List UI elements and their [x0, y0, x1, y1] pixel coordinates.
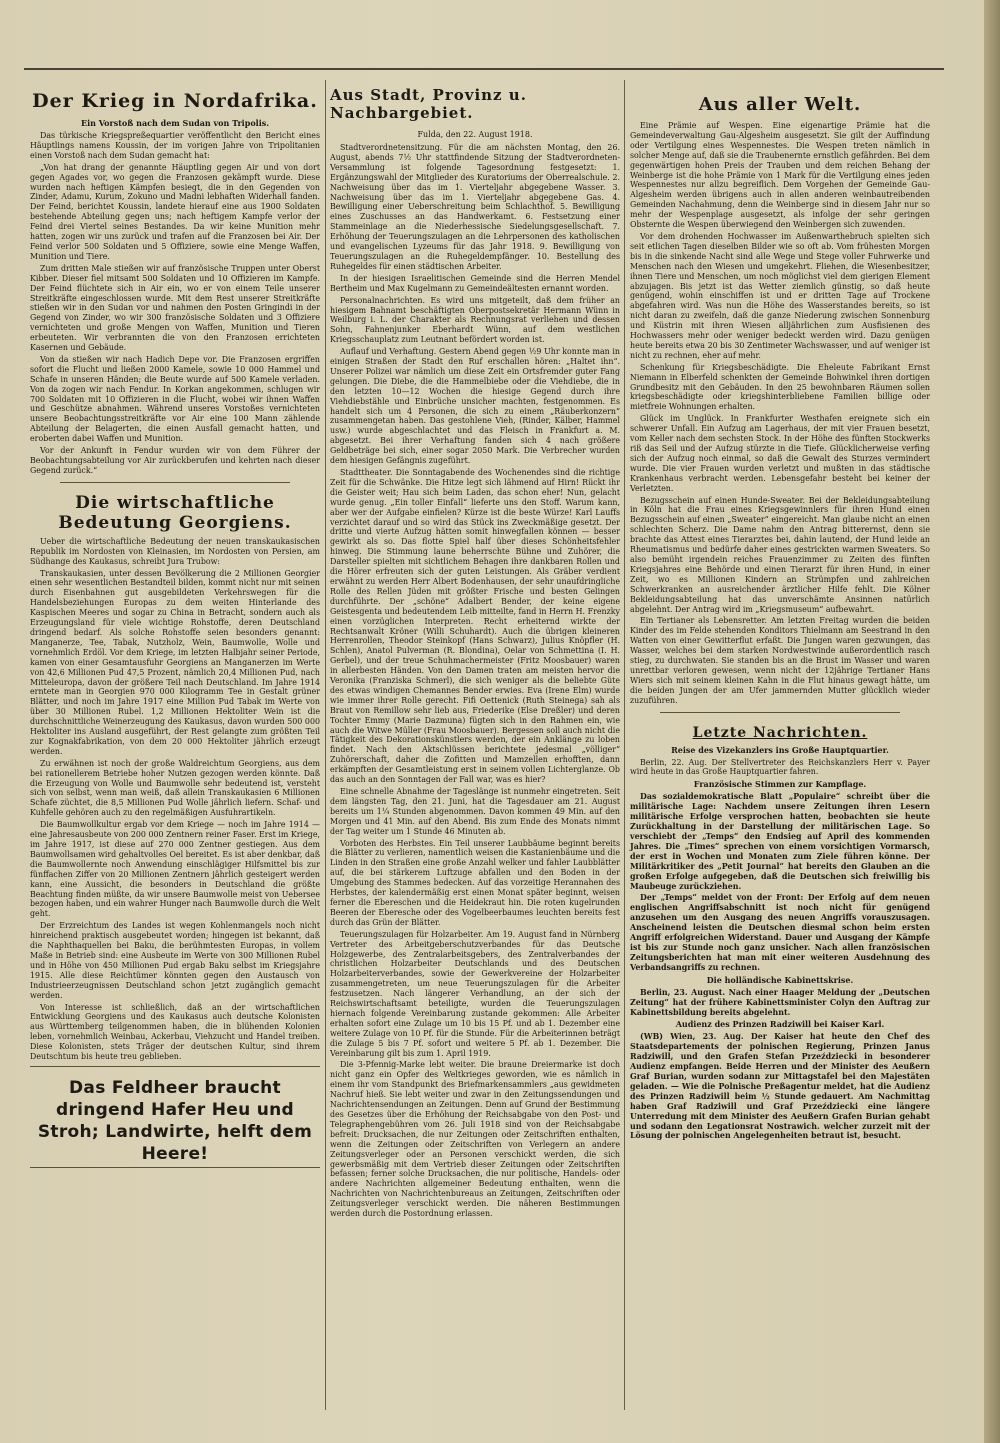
paragraph: Schenkung für Kriegsbeschädigte. Die Eheleute Fabrikant Ernst Niemann in Elberfeld schenkten der Gemeinde Bohwinkel ihren dortigen Grundbesitz mit den Gebäuden. In den 25 bewohnbaren Räumen sollen kriegsbeschädigte oder kriegshinterbliebene Familien billige oder mietfreie Wohnungen erhalten. [630, 362, 930, 412]
subheadline-nordafrika: Ein Vorstoß nach dem Sudan von Tripolis. [80, 118, 270, 128]
news-text: Das sozialdemokratische Blatt „Populaire“ schreibt über die militärische Lage: Nachdem unsere Zeitungen ihren Lesern militärische Erfolge versprochen hatten, beobachten sie heute Zurückhaltung in der Darstellung der militärischen Lage. So verschiebt der „Temps“ den Endsieg auf April des kommenden Jahres. Die „Times“ sprechen von einem vorsichtigen Vormarsch, der erst in Wochen und Monaten zum Ziele führen könne. Der Militärkritiker des „Petit Journal“ hat bereits den Glauben an die großen Erfolge aufgegeben, daß die Deutschen sich freiwillig bis Maubeuge zurückziehen. [630, 792, 930, 891]
paragraph: Eine schnelle Abnahme der Tageslänge ist nunmehr eingetreten. Seit dem längsten Tag, den 21. Juni, hat die Tagesdauer am 21. August bereits um 1¼ Stunden abgenommen. Davon kommen 49 Min. auf den Morgen und 41 Min. auf den Abend. Bis zum Ende des Monats nimmt der Tag weiter um 1 Stunde 46 Minuten ab. [330, 787, 620, 836]
news-text: (WB) Wien, 23. Aug. Der Kaiser hat heute den Chef des Staatsdepartements der polnischen Regierung, Prinzen Janus Radziwill, und den Grafen Stefan Przeździecki in besonderer Audienz empfangen. Beide Herren und der Minister des Aeußern Graf Burian, wurden sodann zur Mittagstafel bei den Majestäten geladen. — Wie die Polnische Preßagentur meldet, hat die Audienz des Prinzen Radziwill beim ½ Stunde gedauert. Am Nachmittag haben Graf Radziwill und Graf Przeździecki eine längere Unterredung mit dem Minister des Aeußern Grafen Burian gehabt und sodann den Legationsrat Nostrawich. welcher zurzeit mit der Lösung der polnischen Angelegenheiten betraut ist, besucht. [630, 1032, 930, 1141]
news-text: Der „Temps“ meldet von der Front: Der Erfolg auf dem neuen englischen Angriffsabschnitt ist noch nicht für genügend anzusehen um den Ausgang des neuen Angriffs vorauszusagen. Anscheinend leisten die Deutschen diesmal schon beim ersten Angriff erfolgreichen Widerstand. Dauer und Ausgang der Kämpfe ist bis zur Stunde noch ganz unsicher. Nach allen französischen Zeitungsberichten hat man mit einer weiteren Ausdehnung des Verbandsangriffs zu rechnen. [630, 893, 930, 972]
paragraph: Die Baumwollkultur ergab vor dem Kriege — noch im Jahre 1914 — eine Jahresausbeute von 200 000 Zentnern reiner Faser. Erst im Kriege, im Jahre 1917, ist diese auf 270 000 Zentner gestiegen. Aus dem Baumwollsamen wird gehaltvolles Oel bereitet. Es ist aber denkbar, daß die Baumwollernte noch Anwendung einschlägiger Hilfsmittel bis zur fünffachen Ziffer von 20 Millionen Zentnern jährlich gesteigert werden kann, eine Aussicht, die besonders in Deutschland die größte Beachtung finden müßte, da wir unsere Baumwolle meist von Uebersee bezogen haben, und ein wahrer Hunger nach Baumwolle durch die Welt geht. [30, 820, 320, 919]
paragraph: Stadttheater. Die Sonntagabende des Wochenendes sind die richtige Zeit für die Schwänke. Die Hitze legt sich lähmend auf Hirn! Rückt ihr die Geister weit; Hau sich beim Laden, das schon eher! Nun, gelacht wurde genug. „Ein toller Einfall“ lieferte uns den Stoff. Warum kann, aber wer der Aufgabe einfielen? Kürze ist die beste Würze! Karl Lauffs verzichtet darauf und so wird das Stück ins Zweckmäßige gesetzt. Der dritte und vierte Aufzug hätten somit hinwegfallen können — besser gewirkt als so. Das flotte Spiel half über dieses Schönheitsfehler hinweg. Die Stimmung laune beherrschte Bühne und Zuhörer, die Darsteller spielten mit sichtlichem Behagen ihre dankbaren Rollen und die Hörer erfreuten sich der guten Leistungen. Als Gräber verdient erwähnt zu werden Herr Albert Bodenhausen, der sehr unaufdringliche Rolle des Rellen Jüden mit größter Frische und besten Gelingen durchführte. Der „schöne“ Adalbert Bender, der keine eigene Geistesgenta und bedeutendem Leib mitteilte, fand in Herrn H. Frenzky einen vorzüglichen Interpreten. Recht erheiternd wirkte der Rechtsanwalt Kröner (Willi Schuhardt). Auch die übrigen kleineren Herrenrollen, Theodor Steinkopf (Hans Schwarz), Julius Knöpfler (H. Schlen), Anatol Pulverman (R. Blondina), Oelar von Schmettina (I. H. Gerbel), und der treue Schuhmachermeister (Fritz Moosbauer) waren in allerbesten Händen. Von den Damen traten am meisten hervor die Veronika (Franziska Schmerl), die sich weniger als die beliebte Güte des etwas windigen Chemannes Bender erwies. Eva (Irene Elm) wurde wie immer ihrer Rolle gerecht. Fifi Oettenick (Ruth Steinega) sah als Braut von Remillow sehr lieb aus, Friederike (Else Dreßler) und deren Tochter Emmy (Marie Dazmuna) fügten sich in den Rahmen ein, wie auch die Witwe Müller (Frau Moosbauer). Bergessen soll auch nicht die Tätigkeit des Dekorationskünstlers werden, der ein Anklänge zu loben findet. Nach den Aktschlüssen berichtete jedesmal „völliger“ Zuhörerschaft, daher die Zofitten und Mamzellen erhofften, dann erkämpften der Gesamtleistung erst in seinem vollen Lichterglanze. Ob das auch an den Sonntagen der Fall war, was es hier? [330, 468, 620, 785]
paragraph: Stadtverordnetensitzung. Für die am nächsten Montag, den 26. August, abends 7½ Uhr stattfindende Sitzung der Stadtverordneten-Versammlung ist folgende Tagesordnung festgesetzt: 1. Ergänzungswahl der Mitglieder des Kuratoriums der Oberrealschule. 2. Nachweisung über das im 1. Vierteljahr abgegebene Wasser. 3. Nachweisung über das im 1. Vierteljahr abgegebene Gas. 4. Bewilligung einer Ueberschreitung beim Schlachthof. 5. Bewilligung eines Zuschusses an das Handwerkamt. 6. Festsetzung einer Stammeinlage an die Niederhessische Siedelungsgesellschaft. 7. Erhöhung der Teuerungszulagen an die Lehrpersonen des katholischen und evangelischen Lyzeums für das Jahr 1918. 9. Bewilligung von Teuerungszulagen an die Ruhegeldempfänger. 10. Bestellung des Ruhegeldes für einen städtischen Arbeiter. [330, 143, 620, 271]
headline-stadt-provinz: Aus Stadt, Provinz u. Nachbargebiet. [330, 86, 527, 122]
paragraph: Teuerungszulagen für Holzarbeiter. Am 19. August fand in Nürnberg Vertreter des Arbeitgeberschutzverbandes für das Deutsche Holzgewerbe, des Zentralarbeitsgebers, des Zentralverbandes der christlichen Holzarbeiter Deutschlands und des Deutschen Holzarbeiterverbandes, sowie der Gewerkvereine der Holzarbeiter zusammengetreten, um neue Teuerungszulagen für die Arbeiter festzusetzen. Nach längerer Verhandlung, an der sich der Reichswirtschaftsamt beteiligte, wurden die Teuerungszulagen hiernach folgende Vereinbarung zustande gekommen: Alle Arbeiter erhalten sofort eine Zulage um 10 bis 15 Pf. und ab 1. Dezember eine weitere Zulage von 10 Pf. für die Stunde. Für die Arbeiterinnen beträgt die Zulage 5 bis 7 Pf. sofort und weitere 5 Pf. ab 1. Dezember. Die Vereinbarung gilt bis zum 1. April 1919. [330, 929, 620, 1058]
divider [60, 482, 290, 483]
paragraph: Von da stießen wir nach Hadich Depe vor. Die Franzosen ergriffen sofort die Flucht und ließen 2000 Kamele, sowie 10 000 Hammel und Schafe in unseren Händen; die Beute wurde auf 500 Kamele verladen. Von da zogen wir nach Fendur. In Korkan angekommen, schlugen wir 700 Soldaten mit 10 Offizieren in die Flucht, wobei wir ihnen Waffen und Geschütze abnahmen. Während unseres Vorstoßes vernichteten unsere Beobachtungsstreitkräfte vor Air eine 100 Mann zählende Abteilung der Belagerten, die einen Ausfall gemacht hatten, und eroberten dabei Waffen und Munition. [30, 354, 320, 444]
paragraph: Eine Prämie auf Wespen. Eine eigenartige Prämie hat die Gemeindeverwaltung Gau-Algesheim ausgesetzt. Sie gilt der Auffindung oder Vertilgung eines Wespennestes. Die Wespen treten nämlich in solcher Menge auf, daß sie die Traubenernte ernstlich gefährden. Bei dem gegenwärtigen hohen Preis der Trauben und dem reichen Behang der Weinberge ist die hohe Prämie von 1 Mark für die Vertilgung eines jeden Wespennestes nur allzu begreiflich. Dem Vorgehen der Gemeinde Gau-Algesheim werden übrigens auch in allen anderen weinbautreibenden Gemeinden Nachahmung, denn die Weinberge sind in diesem Jahr nur so mehr der Wespenplage ausgesetzt, als infolge der sehr geringen Obsternte die Wespen überwiegend den Weinbergen sich zuwenden. [630, 121, 930, 230]
column-rule-2 [624, 80, 625, 1410]
column-rule-1 [325, 80, 326, 1410]
appeal-feldheer: Das Feldheer braucht dringend Hafer Heu und Stroh; Landwirte, helft dem Heere! [37, 1077, 313, 1164]
headline-aus-aller-welt: Aus aller Welt. [698, 94, 862, 115]
page-edge [984, 0, 1000, 1443]
column-2 [330, 72, 620, 1221]
paragraph: Zu erwähnen ist noch der große Waldreichtum Georgiens, aus dem bei rationellerem Betriebe hoher Nutzen gezogen werden könnte. Daß die Erzeugung von Wolle und Baumwolle sehr bedeutend ist, versteht sich von selbst, wenn man weiß, daß allein Transkaukasien 6 Millionen Schafe züchtet, die 8,5 Millionen Pud Wolle jährlich liefern. Schaf- und Kuhfelle gehören auch zu den regelmäßigen Ausfuhrartikeln. [30, 758, 320, 818]
paragraph: Glück im Unglück. In Frankfurter Westhafen ereignete sich ein schwerer Unfall. Ein Aufzug am Lagerhaus, der mit vier Frauen besetzt, vom Keller nach dem sechsten Stock. In der Höhe des fünften Stockwerks riß das Seil und der Aufzug stürzte in die Tiefe. Glücklicherweise verfing sich der Aufzug noch einmal, so daß die Gewalt des Sturzes vermindert wurde. Die vier Frauen wurden verletzt und mußten in das städtische Krankenhaus verbracht werden. Lebensgefahr besteht bei keiner der Verletzten. [630, 414, 930, 493]
news-text: Berlin, 22. Aug. Der Stellvertreter des Reichskanzlers Herr v. Payer wird heute in das Große Hauptquartier fahren. [630, 757, 930, 777]
paragraph: Vor dem drohenden Hochwasser im Außenwarthebruch spielten sich seit etlichen Tagen dieselben Bilder wie so oft ab. Vom frühesten Morgen bis in die sinkende Nacht sind alle Wege und Stege voller Fuhrwerke und Menschen nach den Wiesen und umgekehrt. Fliehen, die Wiesenbesitzer, ihnen Tiere und Menschen, um noch möglichst viel dem gierigen Element abzujagen. Bis jetzt ist das Wetter ziemlich günstig, so daß heute genügend, wohin einschiffen ist und er dritten Tage auf Trockene abgefahren wird. Was nun die Höhe des Wasserstandes bereits, so ist nicht daran zu zweifeln, daß die ganze Niederung zwischen Sonnenburg und Küstrin mit ihren Wiesen alljährlichen zum Ausfisienen des Hochwassers mehr oder weniger bedeckt werden wird. Dazu genügen heute bereits etwa 20 bis 30 Zentimeter Wachswasser, und auf weniger ist nicht zu rechnen, eher auf mehr. [630, 231, 930, 360]
paragraph: Vorboten des Herbstes. Ein Teil unserer Laubbäume beginnt bereits die Blätter zu verlieren, namentlich weisen die Kastanienbäume und die Linden in den Straßen eine große Anzahl welker und fahler Laubblätter auf, die bei stärkerem Luftzuge abfallen und den Boden in der Umgebung des Stammes bedecken. Auf das vorzeitige Herannahen des Herbstes, der kalendermäßig erst einen Monat später beginnt, weisen ferner die Ebereschen und die Heidekraut hin. Die roten kugelrunden Beeren der Eberesche oder des Vogelbeerbaumes leuchten bereits fest durch das Grün der Blätter. [330, 838, 620, 927]
paragraph: Vor der Ankunft in Fendur wurden wir von dem Führer der Beobachtungsabteilung vor Air zurückberufen und kehrten nach dieser Gegend zurück.“ [30, 446, 320, 475]
news-title: Reise des Vizekanzlers ins Große Hauptquartier. [671, 744, 889, 755]
paragraph: Das türkische Kriegspreßequartier veröffentlicht den Bericht eines Häuptlings namens Koussin, der im vorigen Jahre von Tripolitanien einen Vorstoß nach dem Sudan gemacht hat: [30, 131, 320, 160]
paragraph: Auflauf und Verhaftung. Gestern Abend gegen ½9 Uhr konnte man in einigen Straßen der Stadt den Ruf erschallen hören: „Haltet ihn“. Unserer Polizei war nämlich um diese Zeit ein Ortsfremder guter Fang gelungen. Die Diebe, die die Hammelbiebe oder die Viehdiebe, die in den letzten 10—12 Wochen die hiesige Gegend durch ihre Viehdiebstähle und Einbrüche unsicher machten, festgenommen. Es handelt sich um 4 Personen, die sich zu einem „Räuberkonzern“ zusammengetan haben. Das gestohlene Vieh, (Rinder, Kälber, Hammel usw.) wurde abgeschlachtet und das Fleisch in Frankfurt a. M. abgesetzt. Bei ihrer Verhaftung fanden sich 4 nach größere Geldbeträge bei sich, einer sogar 2050 Mark. Die Verbrecher wurden dem hiesigen Gefängnis zugeführt. [330, 347, 620, 466]
paragraph: Von Interesse ist schließlich, daß an der wirtschaftlichen Entwicklung Georgiens und des Kaukasus auch deutsche Kolonisten aus Württemberg teilgenommen haben, die in blühenden Kolonien leben, vornehmlich Weinbau, Ackerbau, Viehzucht und Handel treiben. Diese Kolonisten, stets Träger der deutschen Kultur, sind ihrem Deutschtum bis heute treu geblieben. [30, 1002, 320, 1062]
paragraph: Ein Tertianer als Lebensretter. Am letzten Freitag wurden die beiden Kinder des im Felde stehenden Konditors Thielmann am Seestrand in den Watten von einer Gewitterflut erfaßt. Die Jungen waren gezwungen, das Wasser, welches bei dem starken Nordwestwinde außerordentlich rasch stieg, zu durchwaten. Sie standen bis an die Brust im Wasser und waren unrettbar verloren gewesen, wenn nicht der 12jährige Tertianer Hans Wiers sich mit seinem kleinen Kahn in die Flut hinaus gewagt hätte, um die beiden Jungen der am Ufer jammernden Mutter glücklich wieder zuzuführen. [630, 616, 930, 705]
top-rule [24, 68, 944, 70]
news-title: Audienz des Prinzen Radziwill bei Kaiser Karl. [675, 1019, 885, 1030]
news-title: Französische Stimmen zur Kampflage. [693, 779, 867, 790]
headline-letzte-nachrichten: Letzte Nachrichten. [692, 724, 868, 741]
paragraph: Bezugsschein auf einen Hunde-Sweater. Bei der Bekleidungsabteilung in Köln hat die Frau eines Kriegsgewinnlers für ihren Hund einen Bezugsschein auf einen „Sweater“ eingereicht. Man glaube nicht an einen schlechten Scherz. Die Dame nahm den Antrag bitterernst, denn sie brachte das Attest eines Tierarztes bei, dahin lautend, der Hund leide an Rheumatismus und bedürfe daher eines gestrickten warmen Sweaters. So also bemüht irgendein reiches Frauenzimmer zu Zeiten des fünften Kriegsjahres eine Behörde und einen Tierarzt für ihren Hund, in einer Zeit, wo es Millionen Kindern an Strümpfen und zahlreichen Schwerkranken an ausreichender ärztlicher Hilfe fehlt. Die Kölner Bekleidungsabteilung hat das unverschämte Ansinnen natürlich abgelehnt. Der Antrag wird im „Kriegsmuseum“ aufbewahrt. [630, 495, 930, 614]
paragraph: Ueber die wirtschaftliche Bedeutung der neuen transkaukasischen Republik im Nordosten von Kleinasien, im Nordosten von Persien, am Südhange des Kaukasus, schreibt Jura Trubow: [30, 536, 320, 566]
divider [660, 712, 900, 713]
paragraph: Der Erzreichtum des Landes ist wegen Kohlenmangels noch nicht hinreichend praktisch ausgebeutet worden; hingegen ist bekannt, daß die Naphthaquellen bei Baku, die berühmtesten Europas, in vollem Maße in Betrieb sind: eine Ausbeute im Werte von 300 Millionen Rubel und in Höhe von 450 Millionen Pud ergab Baku selbst im Kriegsjahre 1915. Alle diese Reichtümer könnten gegen den Austausch von Industrieerzeugnissen Deutschland schon jetzt zugänglich gemacht werden. [30, 921, 320, 1000]
headline-georgien: Die wirtschaftliche Bedeutung Georgiens. [58, 492, 292, 533]
dateline: Fulda, den 22. August 1918. [417, 130, 533, 139]
paragraph: Zum dritten Male stießen wir auf französische Truppen unter Oberst Kibber. Dieser fiel mitsamt 500 Soldaten und 10 Offizieren im Kampfe. Der Feind flüchtete sich in Air ein, wo er von einem Teile unserer Streitkräfte eingeschlossen wurde. Mit dem Rest unserer Streitkräfte stießen wir in den Sudan vor und nahmen den Posten Gringindi in der Gegend von Zinder, wo wir 300 französische Soldaten und 3 Offiziere vernichteten und große Mengen von Waffen, Munition und Tieren erbeuteten. Wir verbrannten die von den Franzosen errichteten Kasernen und Gebäude. [30, 263, 320, 353]
column-1 [30, 72, 320, 1172]
news-title: Die holländische Kabinettskrise. [706, 974, 854, 985]
paragraph: „Von hat drang der genannte Häuptling gegen Air und von dort gegen Agades vor, wo gegen die Franzosen gekämpft wurde. Diese wurden nach heftigen Kämpfen besiegt, die in den Gegenden von Zinder, Adamu, Kurum, Zokuno und Madni lebhaften Widerhall fanden. Der Feind, berichtet Koussin, landete hierauf eine aus 1900 Soldaten bestehende Abteilung gegen uns; nach heftigem Kampfe verlor der Feind drei Viertel seines Bestandes. Da wir keine Munition mehr hatten, zogen wir uns zurück und trafen auf die Franzosen bei Air. Der Feind verlor 500 Soldaten und 5 Offiziere, sowie eine Menge Waffen, Munition und Tiere. [30, 162, 320, 261]
paragraph: In der hiesigen Israelitischen Gemeinde sind die Herren Mendel Bertheim und Max Kugelmann zu Gemeindeältesten ernannt worden. [330, 273, 620, 293]
paragraph: Personalnachrichten. Es wird uns mitgeteilt, daß dem früher an hiesigem Bahnamt beschäftigten Oberpostsekretär Hermann Wünn in Weilburg i. L. der Charakter als Rechnungsrat verliehen und dessen Sohn, Fahnenjunker Eberhardt Wünn, auf dem westlichen Kriegsschauplatz zum Leutnant befördert worden ist. [330, 295, 620, 345]
paragraph: Die 3-Pfennig-Marke lebt weiter. Die braune Dreiermarke ist doch nicht ganz ein Opfer des Weltkrieges geworden, wie es nämlich in einem ihr vom Standpunkt des Briefmarkensammlers „aus gewidmeten Nachruf hieß. Sie lebt weiter und zwar in den Zeitungssendungen und Nachrichtensendungen an Zeitungen. Denn auf Grund der Bestimmung des Gesetzes über die Erhöhung der Reichsabgabe von den Post- und Telegraphengebühren vom 26. Juli 1918 sind von der Reichsabgabe befreit: Drucksachen, die nur Zeitungen oder Zeitschriften enthalten, wenn die Zeitungen oder Zeitschriften von Verlegern an andere Zeitungsverleger oder an Personen verschickt werden, die sich gewerbsmäßig mit dem Vertrieb dieser Zeitungen oder Zeitschriften befassen; ferner solche Drucksachen, die nur politische, Handels- oder andere Nachrichten allgemeiner Bedeutung enthalten, wenn die Nachrichten von Nachrichtenbureaus an Zeitungen, Zeitschriften oder Zeitungsverleger verschickt werden. Die näheren Bestimmungen werden durch die Postordnung erlassen. [330, 1060, 620, 1219]
news-text: Berlin, 23. August. Nach einer Haager Meldung der „Deutschen Zeitung“ hat der frühere Kabinettsminister Colyn den Auftrag zur Kabinettsbildung bereits abgelehnt. [630, 987, 930, 1017]
headline-nordafrika: Der Krieg in Nordafrika. [32, 90, 318, 112]
paragraph: Transkaukasien, unter dessen Bevölkerung die 2 Millionen Georgier einen sehr wesentlichen Bestandteil bilden, kommt nicht nur mit seinen durch Eisenbahnen gut ausgebildeten Verkehrswegen für die Handelsbeziehungen Europas zu dem weiten Hinterlande des Kaspischen Meeres und sogar zu China in Betracht, sondern auch als Erzeugungsland für viele wichtige Rohstoffe, deren Deutschland dringend bedarf. Als solche Rohstoffe seien besonders genannt: Manganerze, Tee, Tabak, Nutzholz, Wein, Baumwolle, Wolle und vornehmlich Erdöl. Vor dem Kriege, im letzten Halbjahr seiner Periode, kamen von einer Gesamtausfuhr Georgiens an Manganerzen im Werte von 42,6 Millionen Pud 47,5 Prozent, nämlich 20,4 Millionen Pud, nach Mitteleuropa, davon der größere Teil nach Deutschland. Im Jahre 1914 erntete man in Georgien 970 000 Kilogramm Tee in Gestalt grüner Blätter, und noch im Jahre 1917 eine Million Pud Tabak im Werte von über 30 Millionen Rubel. 1,2 Millionen Hektoliter Wein ist die durchschnittliche Weinerzeugung des Kaukasus, davon wurden 500 000 Hektoliter ins Ausland ausgeführt, der Rest gelangte zum größten Teil zur Kognakfabrikation, von dem 20 000 Hektoliter jährlich erzeugt werden. [30, 568, 320, 756]
column-3 [630, 72, 930, 1143]
